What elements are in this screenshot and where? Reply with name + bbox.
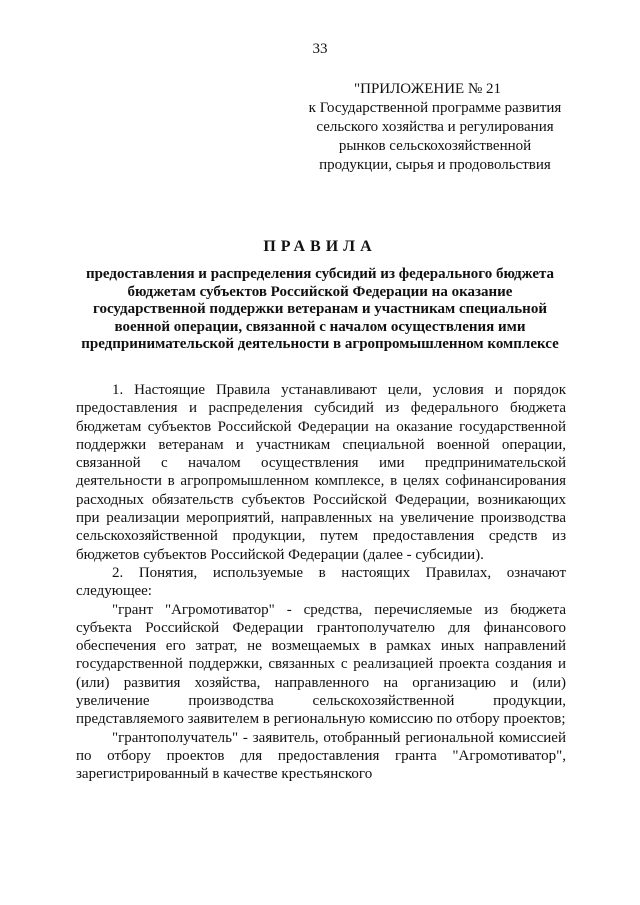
appendix-title: "ПРИЛОЖЕНИЕ № 21 bbox=[354, 81, 502, 97]
appendix-line: продукции, сырья и продовольствия bbox=[319, 157, 551, 173]
subtitle-line: предпринимательской деятельности в агропромышленном комплексе bbox=[81, 336, 559, 352]
subtitle-line: военной операции, связанной с началом осуществления ими bbox=[114, 318, 526, 335]
paragraph-grantee-definition: "грантополучатель" - заявитель, отобранный региональной комиссией по отбору проектов для предоставления гранта "Агромотиватор", зарегистрированный в качестве крестьянского bbox=[76, 729, 566, 783]
subtitle-line: государственной поддержки ветеранам и участникам специальной bbox=[93, 301, 547, 317]
page-number: 33 bbox=[312, 41, 328, 57]
appendix-line: рынков сельскохозяйственной bbox=[338, 138, 532, 154]
subtitle-line: бюджетам субъектов Российской Федерации на оказание bbox=[127, 283, 513, 300]
appendix-line: к Государственной программе развития bbox=[308, 100, 562, 116]
paragraph-definitions-intro: 2. Понятия, используемые в настоящих Правилах, означают следующее: bbox=[76, 564, 566, 600]
paragraph-purpose: 1. Настоящие Правила устанавливают цели, условия и порядок предоставления и распределения субсидий из федерального бюджета бюджетам субъектов Российской Федерации на оказание государственной поддержки ветеранам и участникам специальной военной операции, связанной с началом осуществления ими предпринимательской деятельности в агропромышленном комплексе, в целях софинансирования расходных обязательств субъектов Российской Федерации, возникающих при реализации мероприятий, направленных на увеличение производства сельскохозяйственной продукции, путем предоставления средств из бюджетов субъектов Российской Федерации (далее - субсидии). bbox=[76, 382, 566, 563]
body-text bbox=[76, 381, 566, 784]
appendix-header bbox=[290, 80, 580, 175]
document-title: ПРАВИЛА bbox=[263, 238, 377, 255]
paragraph-grant-definition: "грант "Агромотиватор" - средства, перечисляемые из бюджета субъекта Российской Федерации грантополучателю для финансового обеспечения его затрат, не возмещаемых в рамках иных направлений государственной поддержки, связанных с реализацией проекта создания и (или) развития хозяйства, направленного на организацию и (или) увеличение производства сельскохозяйственной продукции, представляемого заявителем в региональную комиссию по отбору проектов; bbox=[76, 601, 566, 728]
document-subtitle bbox=[70, 266, 570, 354]
subtitle-line: предоставления и распределения субсидий из федерального бюджета bbox=[85, 266, 555, 282]
appendix-line: сельского хозяйства и регулирования bbox=[316, 119, 554, 135]
